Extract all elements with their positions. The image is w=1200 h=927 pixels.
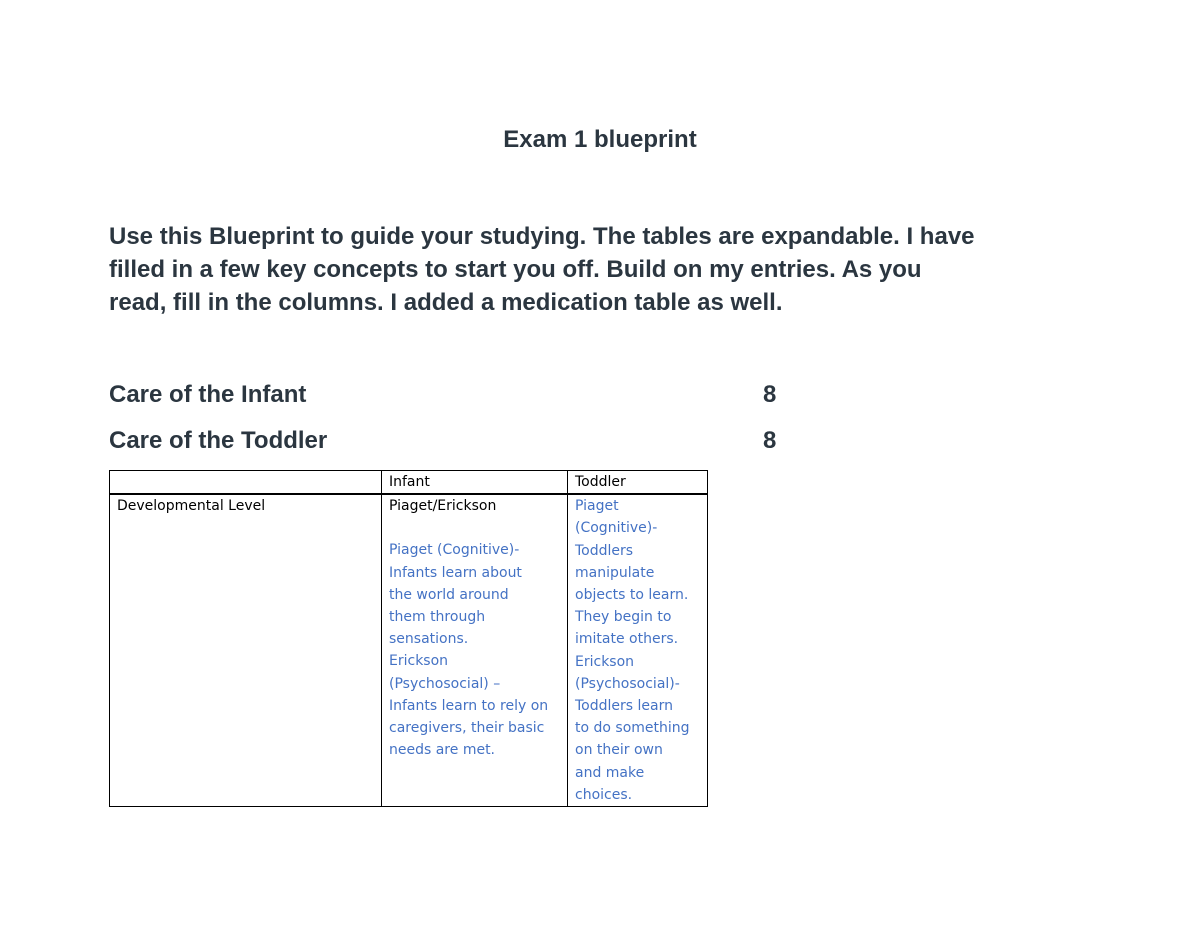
infant-line: them through <box>389 609 486 626</box>
toddler-line: (Cognitive)- <box>575 520 658 537</box>
toddler-line: Toddlers <box>575 542 634 559</box>
section-question-count: 8 <box>763 381 777 408</box>
section-label: Care of the Toddler <box>109 427 328 454</box>
toddler-line: and make <box>575 764 645 781</box>
intro-line: Use this Blueprint to guide your studying. The tables are expandable. I have <box>109 223 975 250</box>
toddler-line: on their own <box>575 742 663 759</box>
toddler-line: They begin to <box>575 609 672 626</box>
infant-heading: Piaget/Erickson <box>389 498 497 515</box>
section-question-count: 8 <box>763 427 777 454</box>
spacer <box>389 517 567 539</box>
infant-line: Piaget (Cognitive)- <box>389 542 520 559</box>
intro-paragraph <box>109 220 1109 319</box>
toddler-line: Piaget <box>575 498 619 515</box>
header-cell-empty <box>110 471 382 495</box>
section-label: Care of the Infant <box>109 381 307 408</box>
infant-cell <box>382 494 568 806</box>
intro-line: read, fill in the columns. I added a medication table as well. <box>109 289 783 316</box>
toddler-line: choices. <box>575 786 633 803</box>
toddler-line: (Psychosocial)- <box>575 675 680 692</box>
toddler-line: manipulate <box>575 564 655 581</box>
table-header-row <box>110 471 708 495</box>
blueprint-table <box>109 470 708 807</box>
infant-line: sensations. <box>389 631 469 648</box>
infant-line: Infants learn to rely on <box>389 697 549 714</box>
header-cell-infant: Infant <box>382 471 568 495</box>
table-row <box>110 494 708 806</box>
infant-line: needs are met. <box>389 742 496 759</box>
toddler-line: Toddlers learn <box>575 698 673 715</box>
intro-line: filled in a few key concepts to start you off. Build on my entries. As you <box>109 256 922 283</box>
infant-line: caregivers, their basic <box>389 720 545 737</box>
page-title: Exam 1 blueprint <box>503 126 697 153</box>
toddler-cell <box>568 494 708 806</box>
toddler-line: objects to learn. <box>575 587 689 604</box>
infant-line: (Psychosocial) – <box>389 675 501 692</box>
toddler-line: to do something <box>575 720 690 737</box>
row-label-cell <box>110 494 382 806</box>
infant-line: Erickson <box>389 653 449 670</box>
row-label: Developmental Level <box>117 498 266 515</box>
infant-line: Infants learn about <box>389 564 522 581</box>
toddler-line: imitate others. <box>575 631 679 648</box>
header-cell-toddler: Toddler <box>568 471 708 495</box>
toddler-line: Erickson <box>575 653 635 670</box>
infant-line: the world around <box>389 586 509 603</box>
